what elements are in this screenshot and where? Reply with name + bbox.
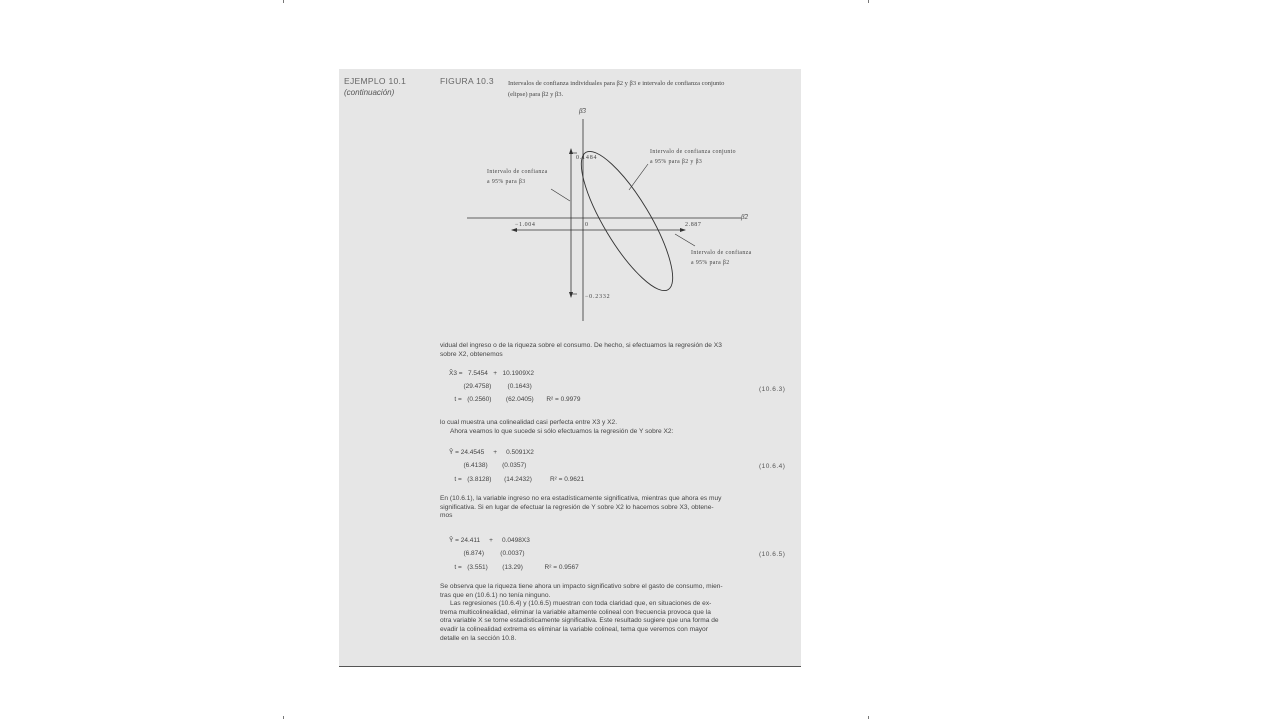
text-line: mos (440, 512, 453, 520)
beta3-annotation-line: Intervalo de confianza (487, 169, 548, 175)
crop-mark (868, 716, 869, 719)
paragraph-2 (440, 419, 795, 436)
beta2-annotation-line: Intervalo de confianza (691, 250, 752, 256)
equation-number: (10.6.3) (759, 386, 786, 393)
text-line: vidual del ingreso o de la riqueza sobre el consumo. De hecho, si efectuamos la regresión de X3 (440, 342, 722, 349)
example-label: EJEMPLO 10.1 (344, 76, 407, 86)
figure-caption-line: (elipse) para β2 y β3. (508, 91, 564, 98)
equation-row: t = (0.2560) (62.0405) R² = 0.9979 (449, 396, 581, 403)
text-line: significativa. Si en lugar de efectuar la regresión de Y sobre X2 lo hacemos sobre X3, obtene- (440, 503, 714, 511)
crop-mark (283, 716, 284, 719)
top-value-label: 0.1484 (576, 155, 598, 161)
paragraph-4 (440, 583, 795, 643)
text-line: En (10.6.1), la variable ingreso no era estadísticamente significativa, mientras que ahora es muy (440, 495, 722, 502)
equation-row: Ŷ = 24.411 + 0.0498X3 (449, 537, 530, 544)
paragraph-3 (440, 495, 795, 521)
text-line: detalle en la sección 10.8. (440, 634, 517, 642)
text-line: Ahora veamos lo que sucede si sólo efectuamos la regresión de Y sobre X2: (450, 427, 674, 435)
figure-caption-line: Intervalos de confianza individuales para β2 y β3 e intervalo de confianza conjunto (508, 80, 725, 87)
equation-row: t = (3.8128) (14.2432) R² = 0.9621 (449, 476, 585, 483)
equation-row: Ŷ = 24.4545 + 0.5091X2 (449, 449, 534, 456)
joint-annotation-line: a 95% para β2 y β3 (650, 159, 703, 165)
beta2-axis-label: β̂2 (741, 213, 748, 221)
equation-row: t = (3.551) (13.29) R² = 0.9567 (449, 564, 579, 571)
beta2-interval-arrow-right (680, 228, 686, 232)
text-line: lo cual muestra una colinealidad casi perfecta entre X3 y X2. (440, 419, 618, 426)
joint-annotation-line: Intervalo de confianza conjunto (650, 149, 736, 155)
equation-number: (10.6.4) (759, 463, 786, 470)
book-page (339, 69, 801, 667)
beta3-annotation-line: a 95% para β3 (487, 179, 526, 185)
equation-row: (6.874) (0.0037) (449, 550, 525, 557)
right-value-label: 2.887 (685, 222, 702, 228)
crop-mark (283, 0, 284, 3)
beta2-interval-arrow-left (511, 228, 517, 232)
text-line: Las regresiones (10.6.4) y (10.6.5) muestran con toda claridad que, en situaciones de ex- (450, 600, 712, 608)
beta2-annotation-leader (675, 234, 695, 246)
equation-row: (6.4138) (0.0357) (449, 462, 527, 469)
left-value-label: −1.004 (515, 222, 536, 228)
beta3-annotation-leader (551, 189, 570, 201)
figure-label: FIGURA 10.3 (440, 76, 494, 86)
beta3-axis-label: β̂3 (579, 107, 586, 115)
joint-annotation-leader (629, 164, 648, 190)
origin-label: 0 (585, 222, 588, 228)
equation-row: X̂3 = 7.5454 + 10.1909X2 (449, 370, 534, 377)
example-continuation: (continuación) (344, 88, 395, 97)
paragraph-1 (440, 342, 795, 359)
bottom-value-label: −0.2332 (585, 294, 611, 300)
confidence-ellipse-figure (339, 69, 801, 339)
text-line: evadir la colinealidad extrema es eliminar la variable colineal, tema que veremos con mayor (440, 625, 708, 633)
equation-number: (10.6.5) (759, 551, 786, 558)
text-line: tras que en (10.6.1) no tenía ninguno. (440, 591, 551, 599)
text-line: otra variable X se torne estadísticamente significativa. Este resultado sugiere que una forma de (440, 617, 719, 625)
beta3-interval-arrow-bottom (569, 292, 573, 298)
text-line: sobre X2, obtenemos (440, 350, 503, 358)
text-line: trema multicolinealidad, eliminar la variable altamente colineal con frecuencia provoca que la (440, 608, 711, 616)
beta2-annotation-line: a 95% para β2 (691, 260, 730, 266)
crop-mark (868, 0, 869, 3)
text-line: Se observa que la riqueza tiene ahora un impacto significativo sobre el gasto de consumo, mien- (440, 583, 723, 590)
equation-row: (29.4758) (0.1643) (449, 383, 532, 390)
